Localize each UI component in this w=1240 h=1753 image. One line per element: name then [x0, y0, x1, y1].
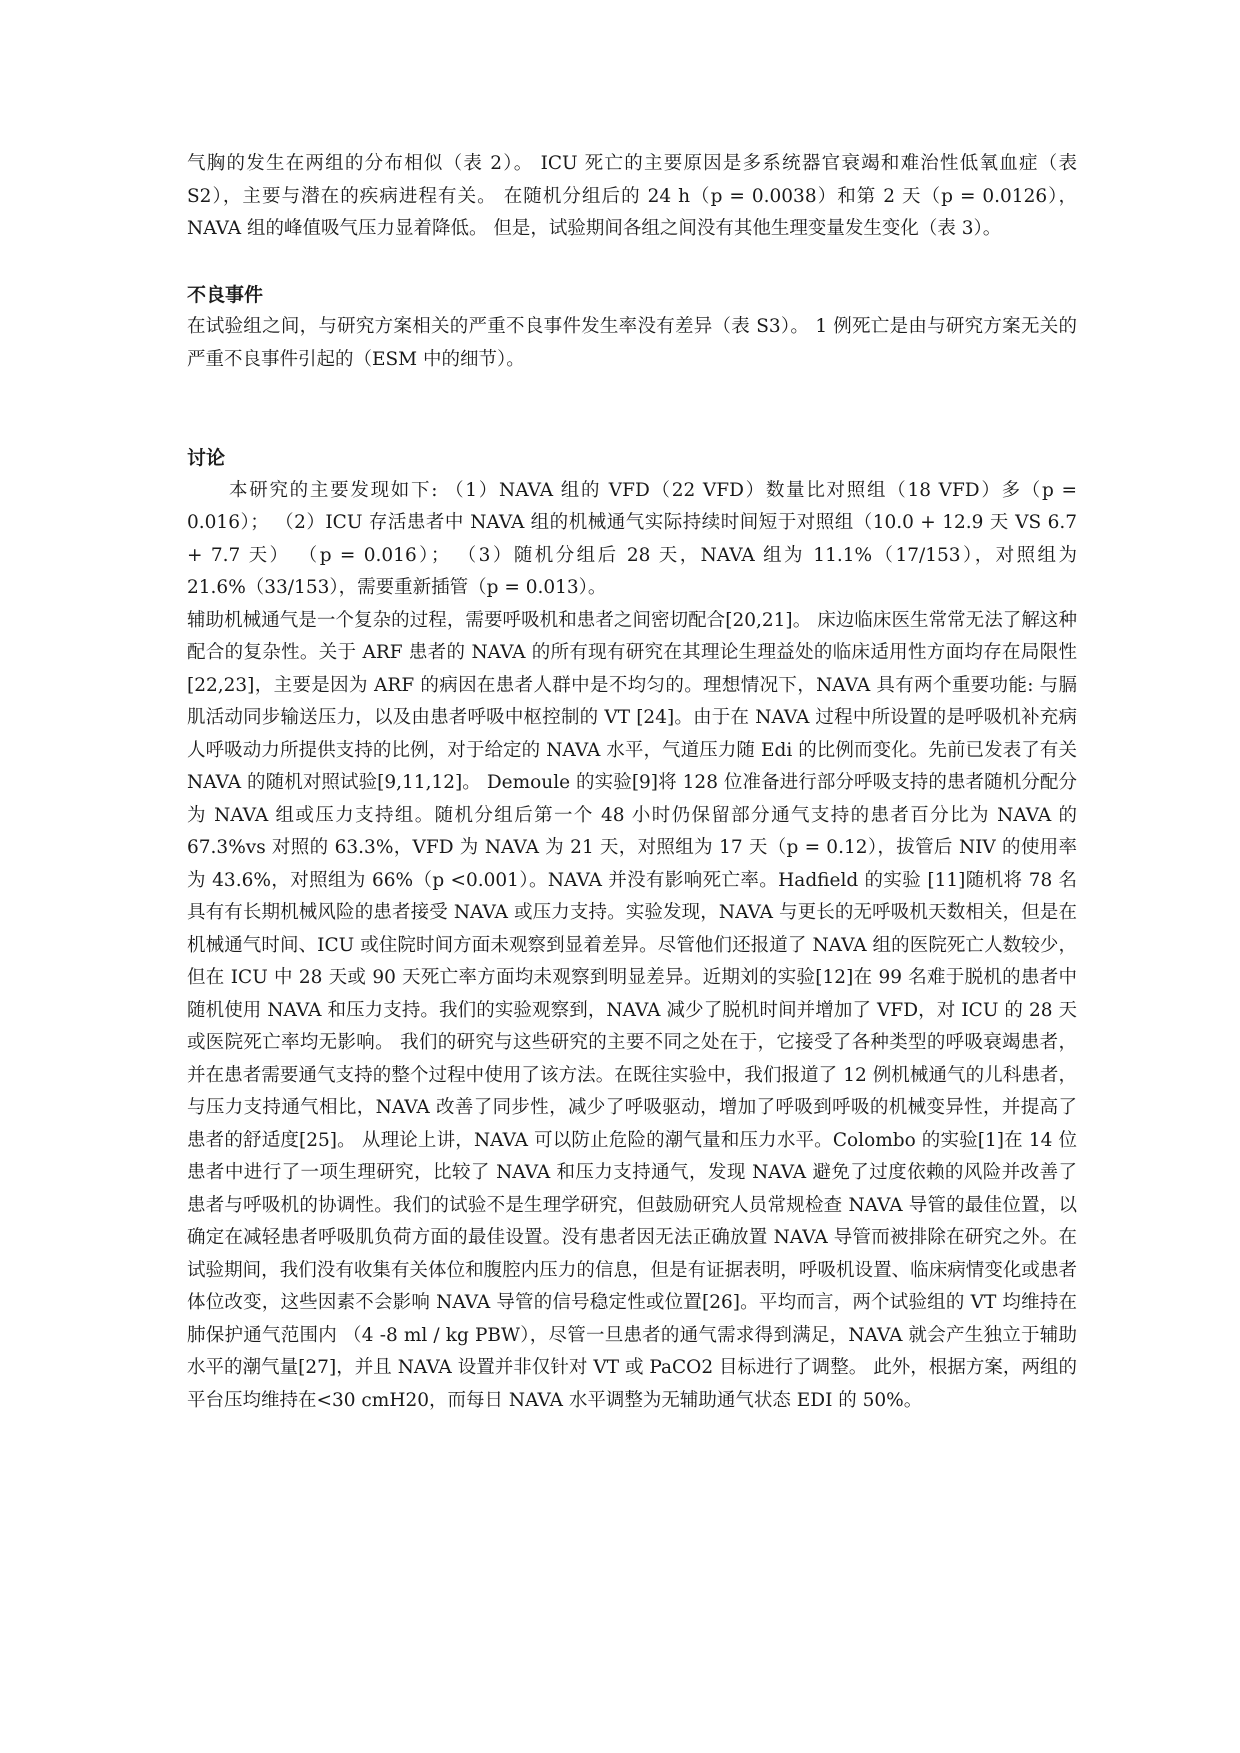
discussion-heading: 讨论 — [187, 447, 226, 469]
adverse-events-heading: 不良事件 — [187, 283, 264, 306]
spacer — [187, 246, 1077, 279]
discussion-paragraph-1: 本研究的主要发现如下: （1）NAVA 组的 VFD（22 VFD）数量比对照组（18 VFD）多（p = 0.016）； （2）ICU 存活患者中 NAVA 组的机械通气实际持续时间短于对照组（10.0 + 12.9 天 VS 6.7 + 7.7 天） （p = 0.016）； （3）随机分组后 28 天，NAVA 组为 11.1%（17/153），对照组为 21.6%（33/153），需要重新插管（p = 0.013）。 — [187, 479, 1077, 598]
discussion-paragraph-2: 辅助机械通气是一个复杂的过程，需要呼吸机和患者之间密切配合[20,21]。 床边临床医生常常无法了解这种配合的复杂性。关于 ARF 患者的 NAVA 的所有现有研究在其理论生理益处的临床适用性方面均存在局限性[22,23]，主要是因为 ARF 的病因在患者人群中是不均匀的。理想情况下，NAVA 具有两个重要功能: 与膈肌活动同步输送压力，以及由患者呼吸中枢控制的 VT [24]。由于在 NAVA 过程中所设置的是呼吸机补充病人呼吸动力所提供支持的比例，对于给定的 NAVA 水平，气道压力随 Edi 的比例而变化。先前已发表了有关 NAVA 的随机对照试验[9,11,12]。 Demoule 的实验[9]将 128 位准备进行部分呼吸支持的患者随机分配分为 NAVA 组或压力支持组。随机分组后第一个 48 小时仍保留部分通气支持的患者百分比为 NAVA 的 67.3%vs 对照的 63.3%，VFD 为 NAVA 为 21 天，对照组为 17 天（p = 0.12），拔管后 NIV 的使用率为 43.6%，对照组为 66%（p <0.001）。NAVA 并没有影响死亡率。Hadfield 的实验 [11]随机将 78 名具有有长期机械风险的患者接受 NAVA 或压力支持。实验发现，NAVA 与更长的无呼吸机天数相关，但是在机械通气时间、ICU 或住院时间方面未观察到显着差异。尽管他们还报道了 NAVA 组的医院死亡人数较少，但在 ICU 中 28 天或 90 天死亡率方面均未观察到明显差异。近期刘的实验[12]在 99 名难于脱机的患者中随机使用 NAVA 和压力支持。我们的实验观察到，NAVA 减少了脱机时间并增加了 VFD，对 ICU 的 28 天或医院死亡率均无影响。 我们的研究与这些研究的主要不同之处在于，它接受了各种类型的呼吸衰竭患者，并在患者需要通气支持的整个过程中使用了该方法。在既往实验中，我们报道了 12 例机械通气的儿科患者，与压力支持通气相比，NAVA 改善了同步性，减少了呼吸驱动，增加了呼吸到呼吸的机械变异性，并提高了患者的舒适度[25]。 从理论上讲，NAVA 可以防止危险的潮气量和压力水平。Colombo 的实验[1]在 14 位患者中进行了一项生理研究，比较了 NAVA 和压力支持通气，发现 NAVA 避免了过度依赖的风险并改善了患者与呼吸机的协调性。我们的试验不是生理学研究，但鼓励研究人员常规检查 NAVA 导管的最佳位置，以确定在减轻患者呼吸肌负荷方面的最佳设置。没有患者因无法正确放置 NAVA 导管而被排除在研究之外。在试验期间，我们没有收集有关体位和腹腔内压力的信息，但是有证据表明，呼吸机设置、临床病情变化或患者体位改变，这些因素不会影响 NAVA 导管的信号稳定性或位置[26]。平均而言，两个试验组的 VT 均维持在肺保护通气范围内 （4 -8 ml / kg PBW），尽管一旦患者的通气需求得到满足，NAVA 就会产生独立于辅助水平的潮气量[27]，并且 NAVA 设置并非仅针对 VT 或 PaCO2 目标进行了调整。 此外，根据方案，两组的平台压均维持在<30 cmH20，而每日 NAVA 水平调整为无辅助通气状态 EDI 的 50%。 — [187, 609, 1077, 1411]
spacer — [187, 376, 1077, 442]
adverse-events-paragraph: 在试验组之间，与研究方案相关的严重不良事件发生率没有差异（表 S3）。 1 例死亡是由与研究方案无关的严重不良事件引起的（ESM 中的细节）。 — [187, 316, 1077, 370]
document-page — [187, 148, 1077, 1417]
results-paragraph: 气胸的发生在两组的分布相似（表 2）。 ICU 死亡的主要原因是多系统器官衰竭和难治性低氧血症（表 S2），主要与潜在的疾病进程有关。 在随机分组后的 24 h（p = 0.0038）和第 2 天（p = 0.0126），NAVA 组的峰值吸气压力显着降低。 但是，试验期间各组之间没有其他生理变量发生变化（表 3）。 — [187, 153, 1077, 239]
